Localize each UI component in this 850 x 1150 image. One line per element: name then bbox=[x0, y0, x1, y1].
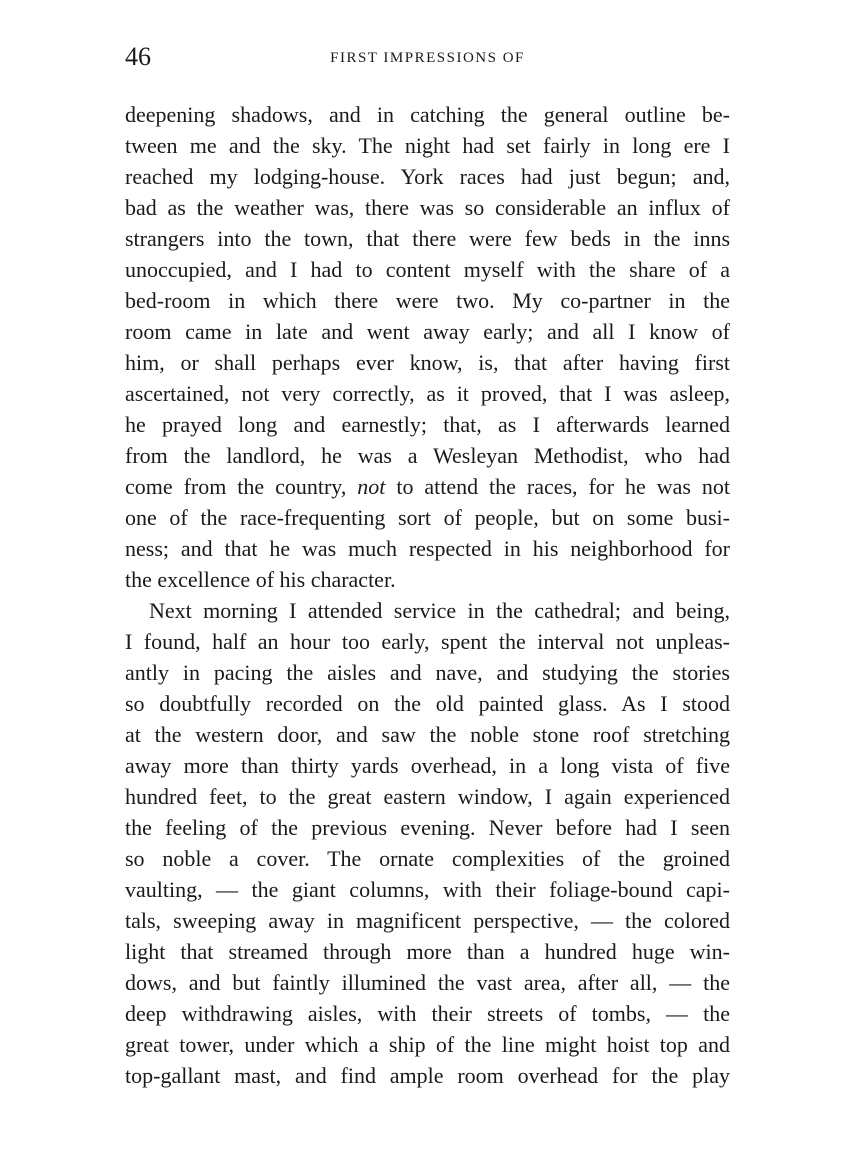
text-line: light that streamed through more than a hundred huge win- bbox=[125, 939, 730, 964]
text-line: him, or shall perhaps ever know, is, that after having first bbox=[125, 350, 730, 375]
text-line: vaulting, — the giant columns, with their foliage-bound capi- bbox=[125, 877, 730, 902]
text-line: hundred feet, to the great eastern window, I again experienced bbox=[125, 784, 730, 809]
text-line: ness; and that he was much respected in his neighborhood for bbox=[125, 536, 730, 561]
body-text bbox=[125, 99, 730, 1091]
text-line: reached my lodging-house. York races had just begun; and, bbox=[125, 164, 730, 189]
text-line: room came in late and went away early; and all I know of bbox=[125, 319, 730, 344]
text-line: from the landlord, he was a Wesleyan Methodist, who had bbox=[125, 443, 730, 468]
text-line: great tower, under which a ship of the line might hoist top and bbox=[125, 1032, 730, 1057]
text-line: I found, half an hour too early, spent the interval not unpleas- bbox=[125, 629, 730, 654]
running-title: FIRST IMPRESSIONS OF bbox=[330, 50, 525, 66]
text-line: the feeling of the previous evening. Never before had I seen bbox=[125, 815, 730, 840]
text-line: tween me and the sky. The night had set fairly in long ere I bbox=[125, 133, 730, 158]
text-line: deep withdrawing aisles, with their streets of tombs, — the bbox=[125, 1001, 730, 1026]
text-line: so noble a cover. The ornate complexities of the groined bbox=[125, 846, 730, 871]
text-line: so doubtfully recorded on the old painted glass. As I stood bbox=[125, 691, 730, 716]
page-number: 46 bbox=[125, 42, 151, 71]
text-line: away more than thirty yards overhead, in a long vista of five bbox=[125, 753, 730, 778]
text-line: at the western door, and saw the noble stone roof stretching bbox=[125, 722, 730, 747]
text-line: he prayed long and earnestly; that, as I afterwards learned bbox=[125, 412, 730, 437]
text-line: unoccupied, and I had to content myself with the share of a bbox=[125, 257, 730, 282]
text-line-with-emphasis bbox=[125, 471, 730, 502]
text-line: dows, and but faintly illumined the vast area, after all, — the bbox=[125, 970, 730, 995]
emphasized-word: not bbox=[357, 474, 386, 499]
text-line: top-gallant mast, and find ample room overhead for the play bbox=[125, 1063, 730, 1088]
text-segment: come from the country, bbox=[125, 474, 358, 499]
paragraph-start-line: Next morning I attended service in the cathedral; and being, bbox=[149, 598, 730, 623]
text-line: bed-room in which there were two. My co-partner in the bbox=[125, 288, 730, 313]
running-head bbox=[125, 40, 730, 74]
text-line: antly in pacing the aisles and nave, and studying the stories bbox=[125, 660, 730, 685]
text-line: tals, sweeping away in magnificent perspective, — the colored bbox=[125, 908, 730, 933]
text-line: bad as the weather was, there was so considerable an influx of bbox=[125, 195, 730, 220]
paragraph-end-line: the excellence of his character. bbox=[125, 567, 396, 592]
text-line: strangers into the town, that there were few beds in the inns bbox=[125, 226, 730, 251]
text-segment: to attend the races, for he was not bbox=[385, 474, 731, 499]
text-line: deepening shadows, and in catching the general outline be- bbox=[125, 102, 730, 127]
text-line: ascertained, not very correctly, as it proved, that I was asleep, bbox=[125, 381, 730, 406]
text-line: one of the race-frequenting sort of people, but on some busi- bbox=[125, 505, 730, 530]
